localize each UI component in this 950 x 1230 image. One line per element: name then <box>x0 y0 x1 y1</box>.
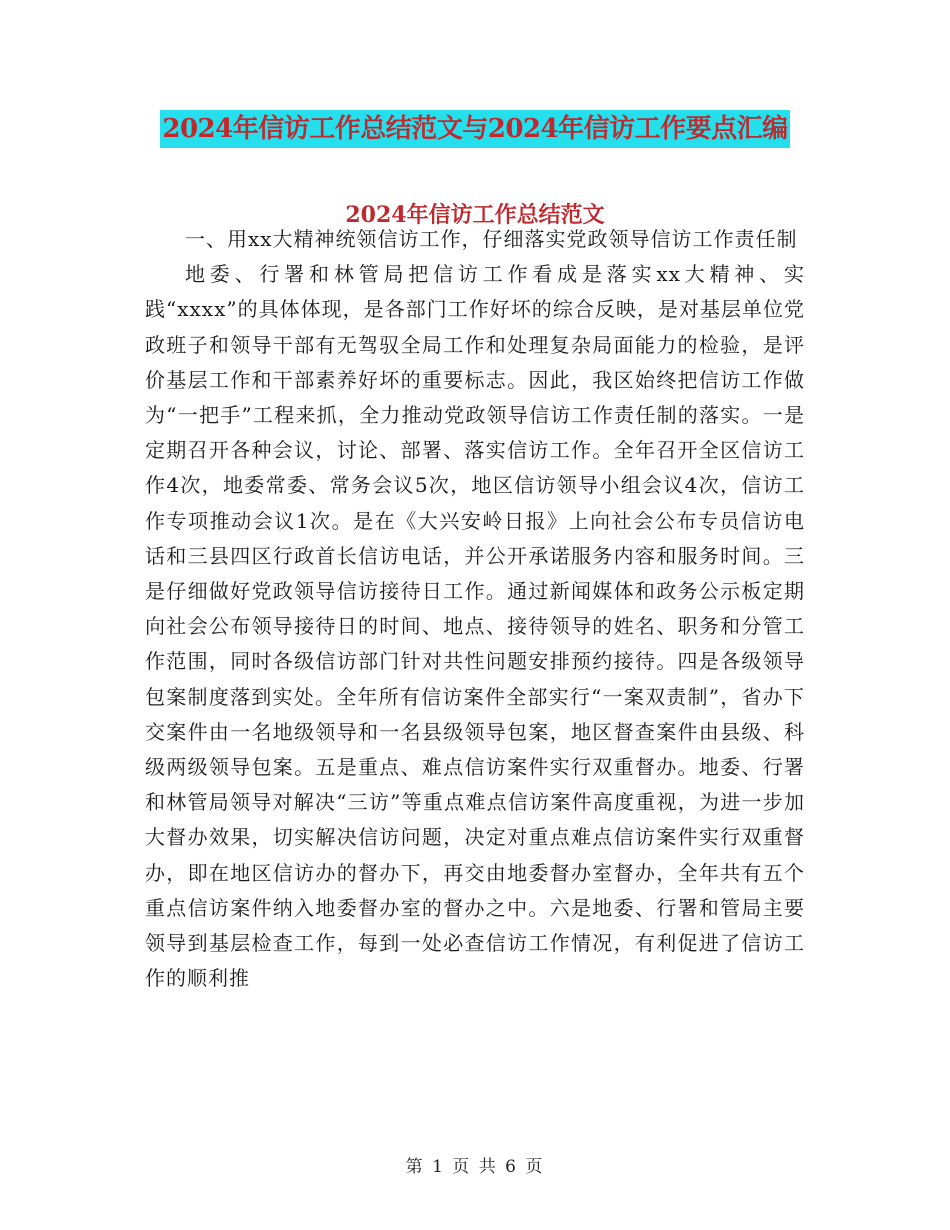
page-number: 第 1 页 共 6 页 <box>405 1157 545 1177</box>
document-body <box>145 222 805 996</box>
document-title: 2024年信访工作总结范文与2024年信访工作要点汇编 <box>160 110 789 148</box>
paragraph-heading: 一、用xx大精神统领信访工作，仔细落实党政领导信访工作责任制 <box>185 227 798 251</box>
document-title-container <box>0 110 950 148</box>
paragraph: 地委、行署和林管局把信访工作看成是落实xx大精神、实践“xxxx”的具体体现，是各部门工作好坏的综合反映，是对基层单位党政班子和领导干部有无驾驭全局工作和处理复杂局面能力的检验，是评价基层工作和干部素养好坏的重要标志。因此，我区始终把信访工作做为“一把手”工程来抓，全力推动党政领导信访工作责任制的落实。一是定期召开各种会议，讨论、部署、落实信访工作。全年召开全区信访工作4次，地委常委、常务会议5次，地区信访领导小组会议4次，信访工作专项推动会议1次。是在《大兴安岭日报》上向社会公布专员信访电话和三县四区行政首长信访电话，并公开承诺服务内容和服务时间。三是仔细做好党政领导信访接待日工作。通过新闻媒体和政务公示板定期向社会公布领导接待日的时间、地点、接待领导的姓名、职务和分管工作范围，同时各级信访部门针对共性问题安排预约接待。四是各级领导包案制度落到实处。全年所有信访案件全部实行“一案双责制”，省办下交案件由一名地级领导和一名县级领导包案，地区督查案件由县级、科级两级领导包案。五是重点、难点信访案件实行双重督办。地委、行署和林管局领导对解决“三访”等重点难点信访案件高度重视，为进一步加大督办效果，切实解决信访问题，决定对重点难点信访案件实行双重督办，即在地区信访办的督办下，再交由地委督办室督办，全年共有五个重点信访案件纳入地委督办室的督办之中。六是地委、行署和管局主要领导到基层检查工作，每到一处必查信访工作情况，有利促进了信访工作的顺利推 <box>145 262 805 991</box>
section-title: 2024年信访工作总结范文 <box>345 202 605 228</box>
